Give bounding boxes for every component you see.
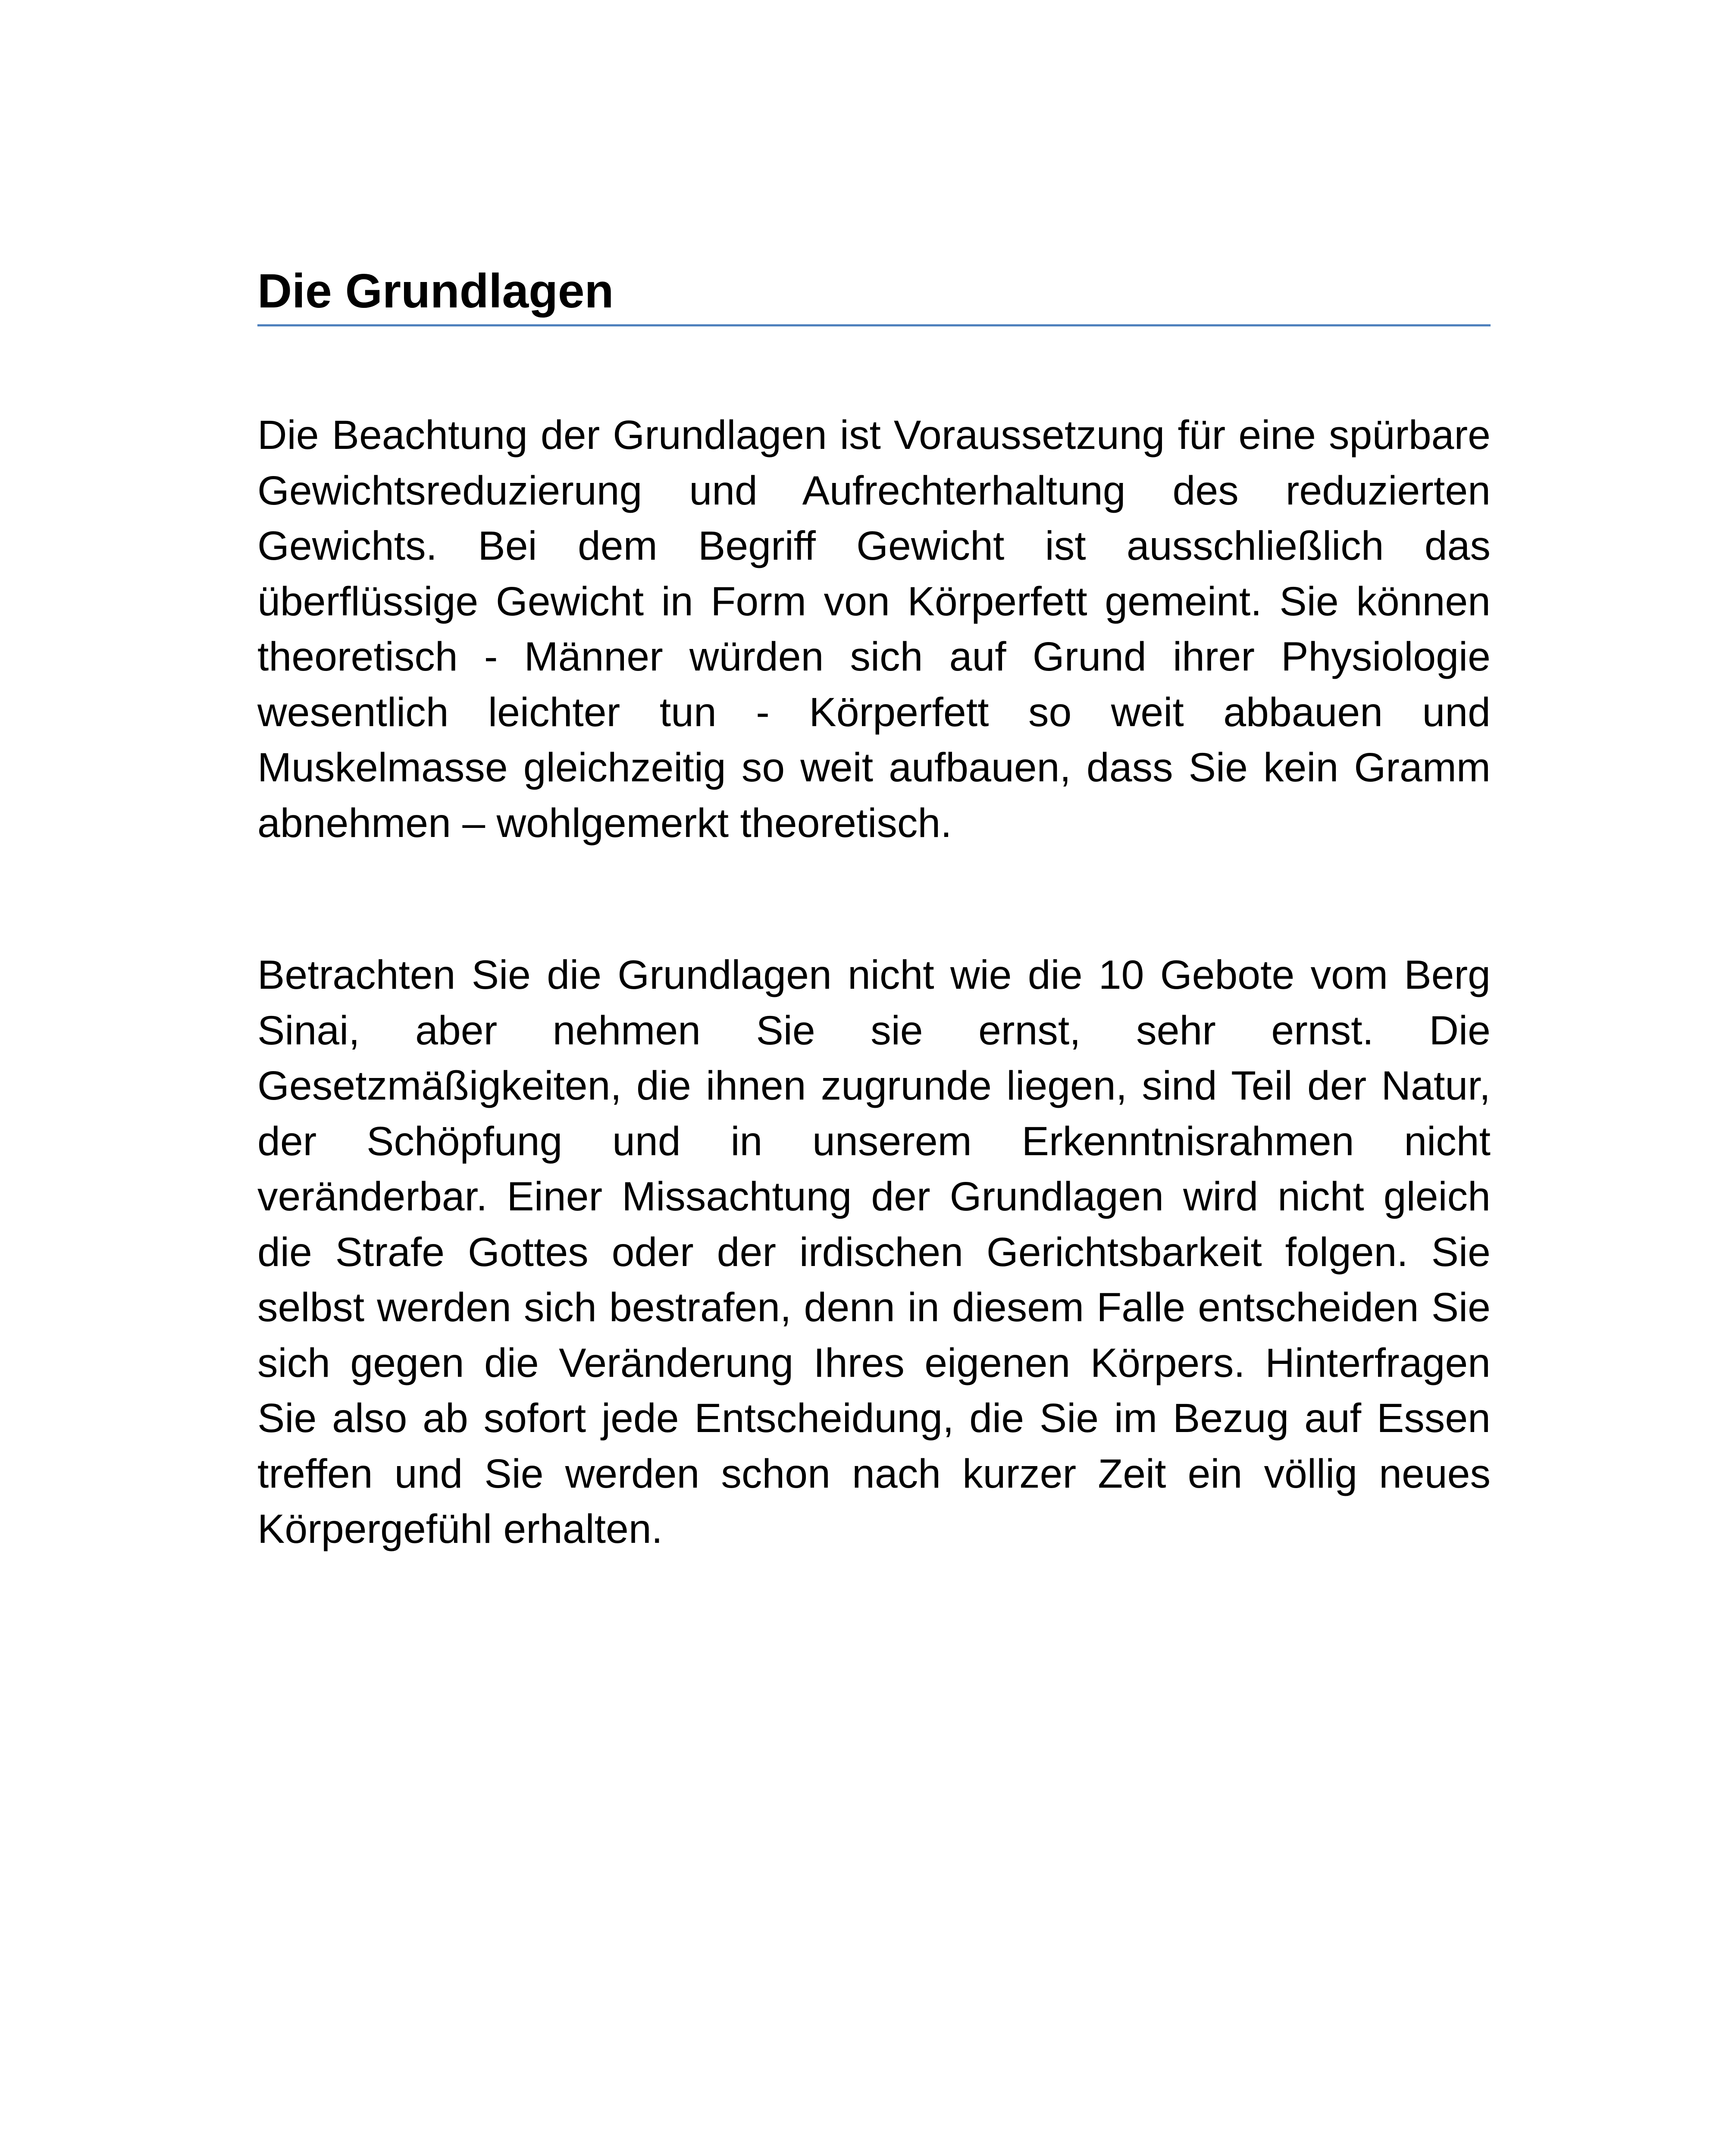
body-paragraph-2: Betrachten Sie die Grundlagen nicht wie die 10 Gebote vom Berg Sinai, aber nehmen Sie sie ernst, sehr ernst. Die Gesetzmäßigkeiten, die ihnen zugrunde liegen, sind Teil der Natur, der Schöpfung und in unserem Erkenntnisrahmen nicht veränderbar. Einer Missachtung der Grundlagen wird nicht gleich die Strafe Gottes oder der irdischen Gerichtsbarkeit folgen. Sie selbst werden sich bestrafen, denn in diesem Falle entscheiden Sie sich gegen die Veränderung Ihres eigenen Körpers. Hinterfragen Sie also ab sofort jede Entscheidung, die Sie im Bezug auf Essen treffen und Sie werden schon nach kurzer Zeit ein völlig neues Körpergefühl erhalten. <box>257 952 1491 1552</box>
title-underline-divider <box>257 324 1491 326</box>
body-paragraph-1: Die Beachtung der Grundlagen ist Voraussetzung für eine spürbare Gewichtsreduzierung und Aufrechterhaltung des reduzierten Gewichts. Bei dem Begriff Gewicht ist ausschließlich das überflüssige Gewicht in Form von Körperfett gemeint. Sie können theoretisch - Männer würden sich auf Grund ihrer Physiologie wesentlich leichter tun - Körperfett so weit abbauen und Muskelmasse gleichzeitig so weit aufbauen, dass Sie kein Gramm abnehmen – wohlgemerkt theoretisch. <box>257 412 1491 846</box>
page-title: Die Grundlagen <box>257 264 614 318</box>
